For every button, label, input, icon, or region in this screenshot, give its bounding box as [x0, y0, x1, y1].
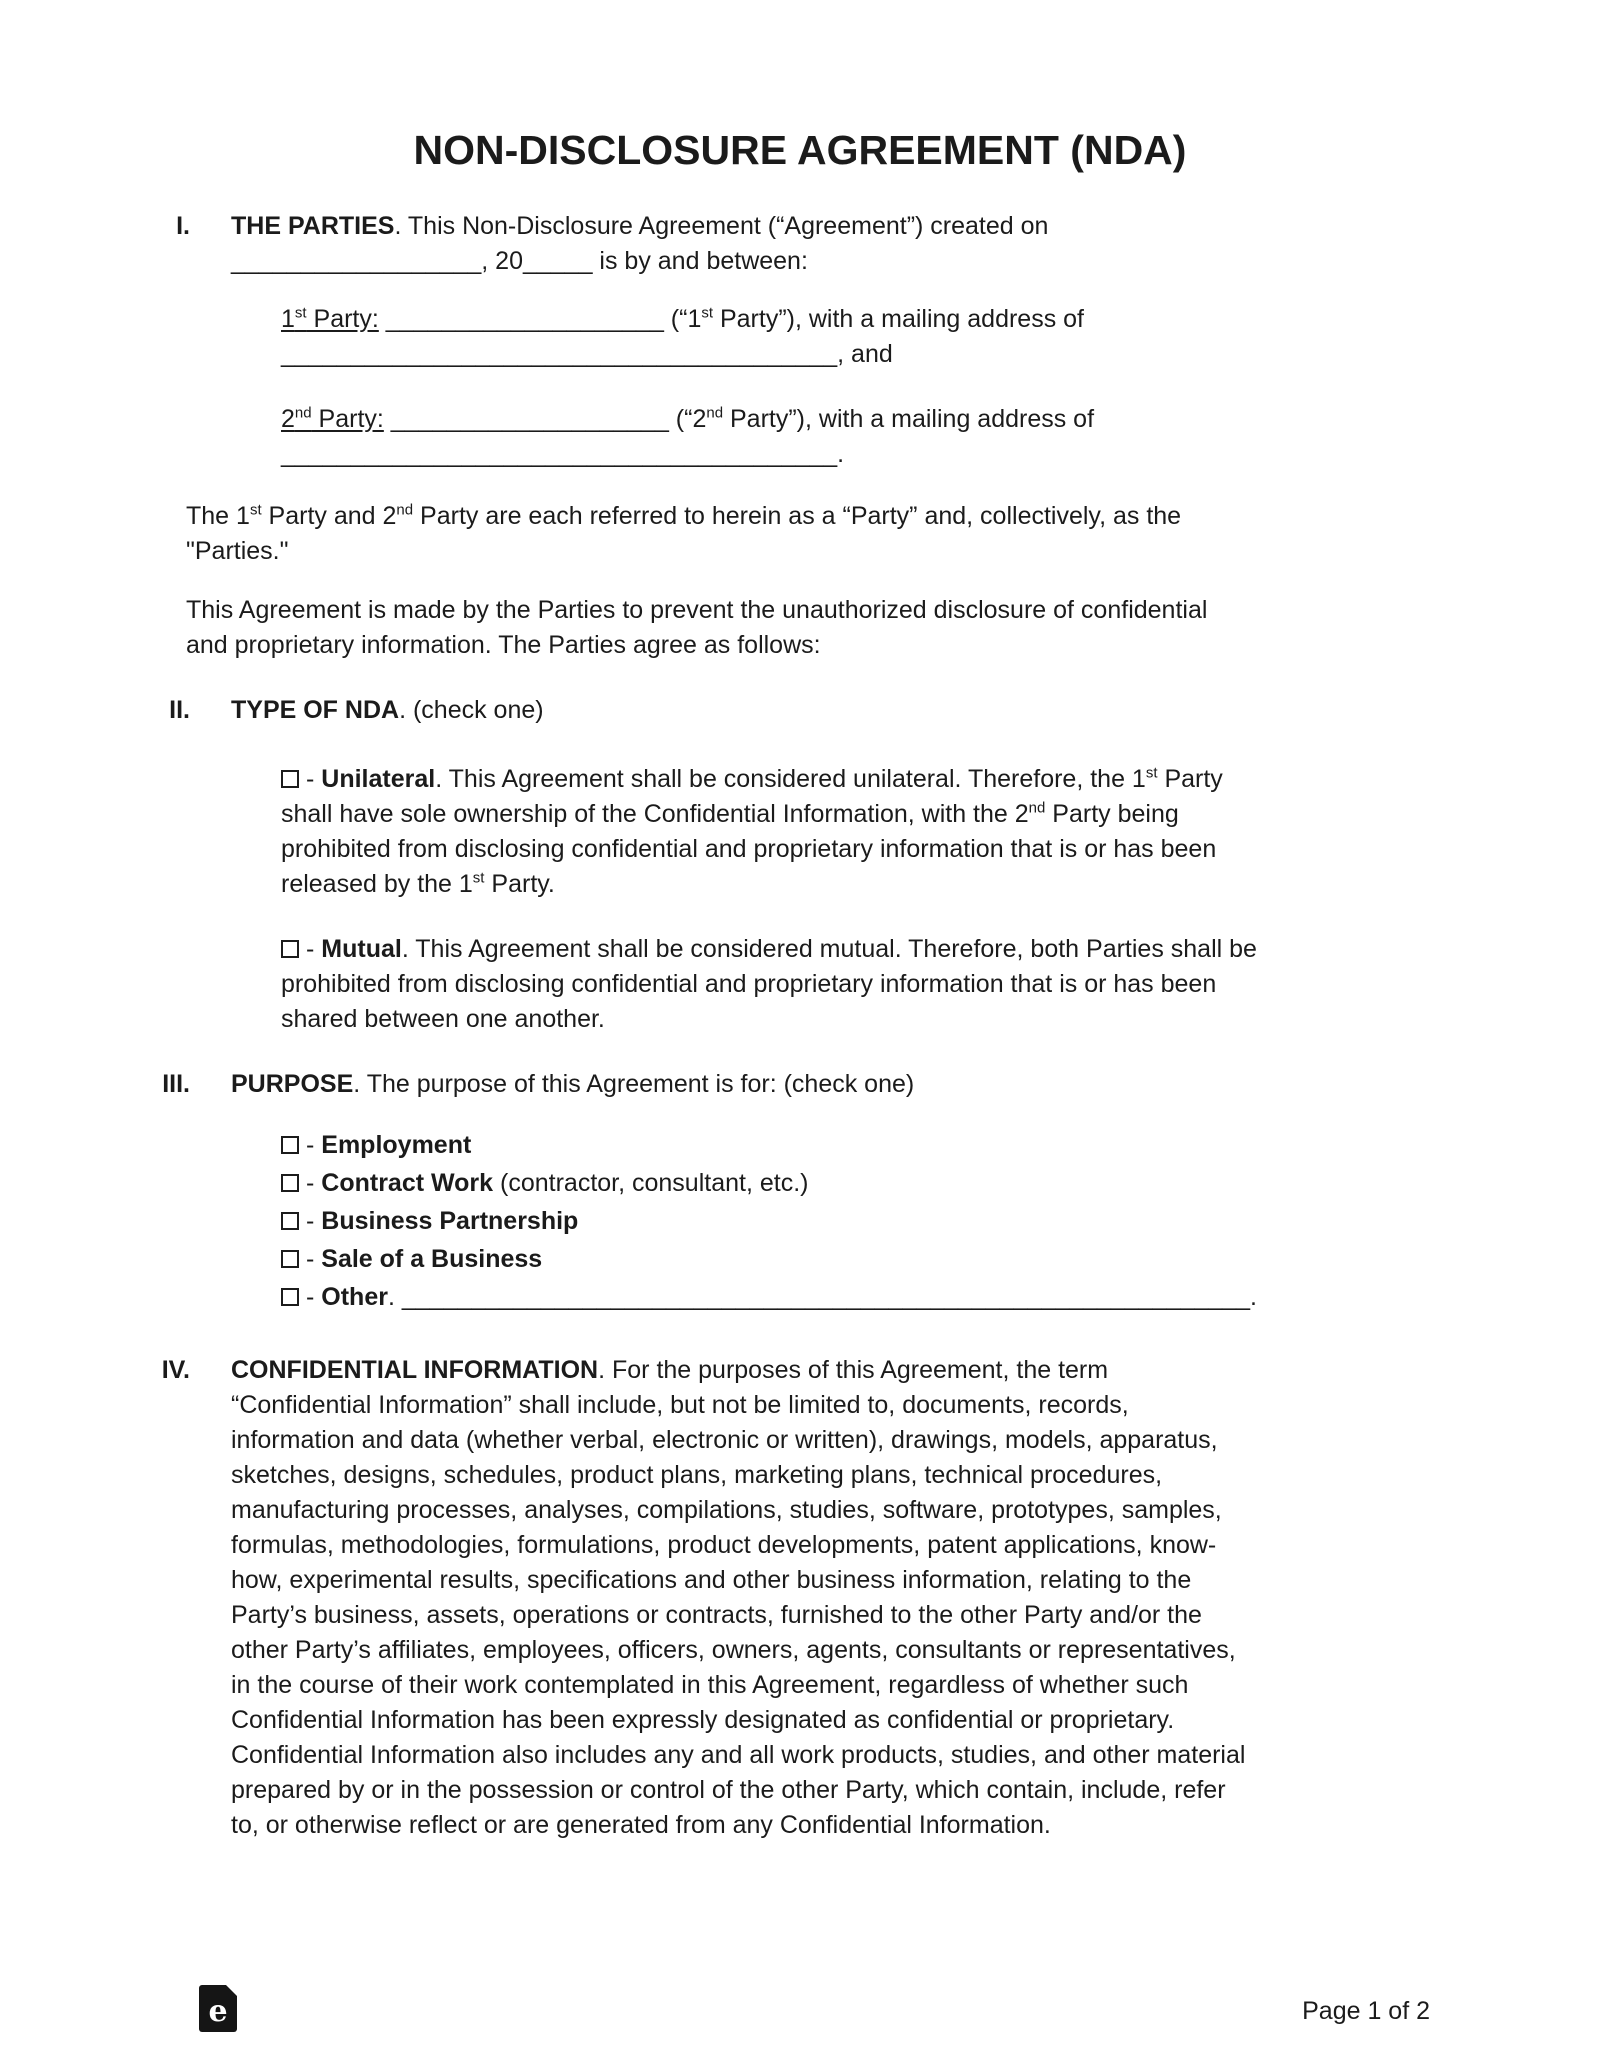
- eforms-logo: [199, 1985, 237, 2032]
- purpose-option-other-label: - Other. _____________________________________________________________.: [306, 1283, 1257, 1311]
- purpose-option-contract-work-label: - Contract Work (contractor, consultant, etc.): [306, 1169, 809, 1197]
- parties-collective-paragraph: The 1st Party and 2nd Party are each referred to herein as a “Party” and, collectively, as the "Parties.": [186, 501, 1182, 565]
- nda-option-mutual-label: - Mutual. This Agreement shall be considered mutual. Therefore, both Parties shall be prohibited from disclosing confidential and proprietary information that is or has been shared between one another.: [281, 935, 1257, 1033]
- checkbox-unilateral[interactable]: [281, 770, 299, 788]
- section-purpose: [0, 1067, 1600, 1315]
- party2-line: 2nd Party: ____________________ (“2nd Party”), with a mailing address of ________________________________________.: [281, 404, 1095, 468]
- purpose-option-contract-work: [281, 1166, 1430, 1201]
- document-title: NON-DISCLOSURE AGREEMENT (NDA): [413, 127, 1187, 173]
- type-of-nda-heading: TYPE OF NDA. (check one): [231, 696, 544, 724]
- section-type-of-nda: [0, 693, 1600, 1037]
- purpose-option-employment: [281, 1128, 1430, 1163]
- section-the-parties: [0, 209, 1600, 472]
- nda-option-mutual: [281, 932, 1430, 1037]
- party1-line: 1st Party: ____________________ (“1st Party”), with a mailing address of ________________________________________, and: [281, 304, 1085, 368]
- page-number: Page 1 of 2: [1302, 1997, 1430, 2025]
- checkbox-sale-of-business[interactable]: [281, 1250, 299, 1268]
- section-number-i: I.: [176, 212, 190, 240]
- checkbox-other[interactable]: [281, 1288, 299, 1306]
- checkbox-mutual[interactable]: [281, 940, 299, 958]
- nda-option-unilateral-label: - Unilateral. This Agreement shall be considered unilateral. Therefore, the 1st Party shall have sole ownership of the Confidential Information, with the 2nd Party being prohibited from disclosing confidential and proprietary information that is or has been released by the 1st Party.: [281, 764, 1223, 898]
- purpose-heading: PURPOSE. The purpose of this Agreement is for: (check one): [231, 1070, 915, 1098]
- purpose-options: [281, 1128, 1430, 1315]
- checkbox-business-partnership[interactable]: [281, 1212, 299, 1230]
- eforms-logo-letter: e: [208, 1994, 228, 2029]
- checkbox-employment[interactable]: [281, 1136, 299, 1154]
- purpose-option-other: [281, 1280, 1430, 1315]
- checkbox-contract-work[interactable]: [281, 1174, 299, 1192]
- purpose-option-sale-of-business-label: - Sale of a Business: [306, 1245, 543, 1273]
- purpose-option-business-partnership-label: - Business Partnership: [306, 1207, 579, 1235]
- confidential-information-body: CONFIDENTIAL INFORMATION. For the purposes of this Agreement, the term “Confidential Information” shall include, but not be limited to, documents, records, information and data (whether verbal, electronic or written), drawings, models, apparatus, sketches, designs, schedules, product plans, marketing plans, technical procedures, manufacturing processes, analyses, compilations, studies, software, prototypes, samples, formulas, methodologies, formulations, product developments, patent applications, know- how, experimental results, specifications and other business information, relating to the Party’s business, assets, operations or contracts, furnished to the other Party and/or the other Party’s affiliates, employees, officers, owners, agents, consultants or representatives, in the course of their work contemplated in this Agreement, regardless of whether such Confidential Information has been expressly designated as confidential or proprietary. Confidential Information also includes any and all work products, studies, and other material prepared by or in the possession or control of the other Party, which contain, include, refer to, or otherwise reflect or are generated from any Confidential Information.: [231, 1356, 1246, 1839]
- section-number-iv: IV.: [161, 1356, 190, 1384]
- agreement-purpose-paragraph: This Agreement is made by the Parties to prevent the unauthorized disclosure of confidential and proprietary information. The Parties agree as follows:: [186, 596, 1208, 659]
- purpose-option-employment-label: - Employment: [306, 1131, 472, 1159]
- section-number-iii: III.: [162, 1070, 190, 1098]
- section-number-ii: II.: [169, 696, 190, 724]
- parties-intro: THE PARTIES. This Non-Disclosure Agreement (“Agreement”) created on __________________, 20_____ is by and between:: [231, 212, 1049, 275]
- section-confidential-information: [0, 1353, 1600, 1843]
- purpose-option-sale-of-business: [281, 1242, 1430, 1277]
- nda-option-unilateral: [281, 762, 1430, 902]
- purpose-option-business-partnership: [281, 1204, 1430, 1239]
